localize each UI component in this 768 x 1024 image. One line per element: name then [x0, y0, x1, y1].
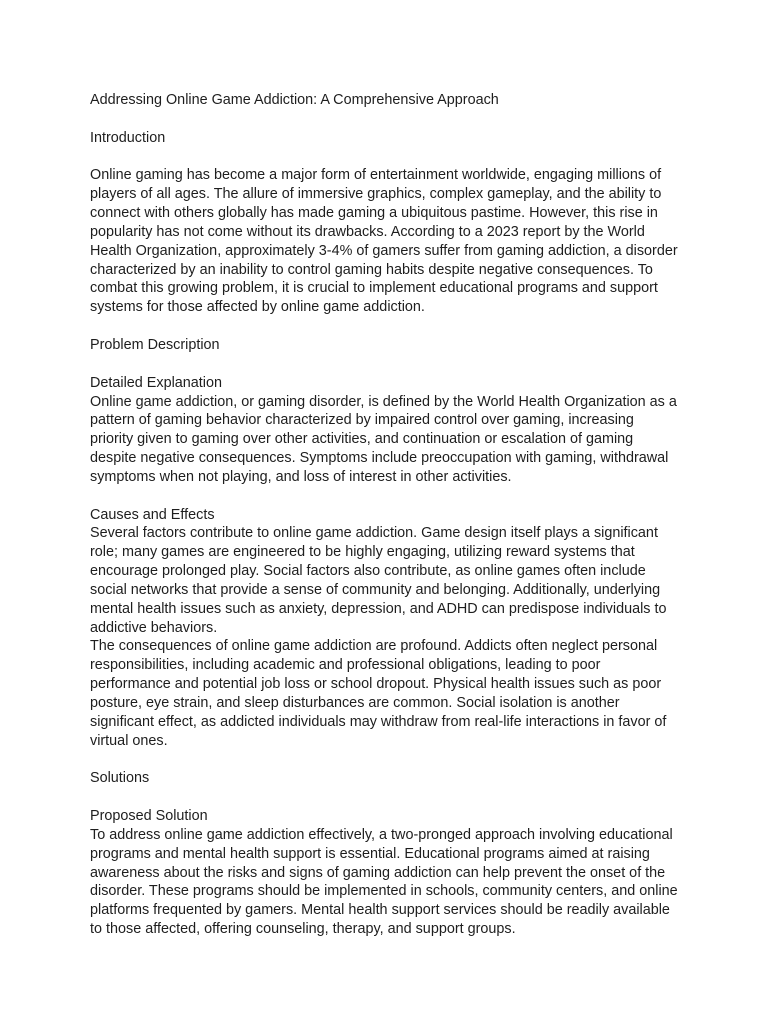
spacer	[90, 317, 680, 336]
proposed-solution-subheading: Proposed Solution	[90, 808, 208, 825]
introduction-paragraph: Online gaming has become a major form of entertainment worldwide, engaging millions of players of all ages. The allure of immersive graphics, complex gameplay, and the ability to connect with others globally has made gaming a ubiquitous pastime. However, this rise in popularity has not come without its drawbacks. According to a 2023 report by the World Health Organization, approximately 3-4% of gamers suffer from gaming addiction, a disorder characterized by an inability to control gaming habits despite negative consequences. To combat this growing problem, it is crucial to implement educational programs and support systems for those affected by online game addiction.	[90, 167, 678, 316]
solutions-heading: Solutions	[90, 770, 150, 787]
spacer	[90, 110, 680, 129]
detailed-explanation-paragraph: Online game addiction, or gaming disorder, is defined by the World Health Organization as a pattern of gaming behavior characterized by impaired control over gaming, increasing priority given to gaming over other activities, and continuation or escalation of gaming despite negative consequences. Symptoms include preoccupation with gaming, withdrawal symptoms when not playing, and loss of interest in other activities.	[90, 393, 677, 485]
causes-paragraph: Several factors contribute to online game addiction. Game design itself plays a significant role; many games are engineered to be highly engaging, utilizing reward systems that encourage prolonged play. Social factors also contribute, as online games often include social networks that provide a sense of community and belonging. Additionally, underlying mental health issues such as anxiety, depression, and ADHD can predispose individuals to addictive behaviors.	[90, 525, 667, 636]
effects-paragraph: The consequences of online game addiction are profound. Addicts often neglect personal responsibilities, including academic and professional obligations, leading to poor performance and potential job loss or school dropout. Physical health issues such as poor posture, eye strain, and sleep disturbances are common. Social isolation is another significant effect, as addicted individuals may withdraw from real-life interactions in favor of virtual ones.	[90, 638, 667, 749]
spacer	[90, 487, 680, 506]
spacer	[90, 355, 680, 374]
causes-effects-subheading: Causes and Effects	[90, 506, 215, 523]
spacer	[90, 788, 680, 807]
document-body	[90, 91, 680, 939]
problem-description-heading: Problem Description	[90, 336, 220, 353]
document-title: Addressing Online Game Addiction: A Comprehensive Approach	[90, 92, 499, 108]
detailed-explanation-subheading: Detailed Explanation	[90, 374, 223, 391]
spacer	[90, 148, 680, 167]
proposed-solution-paragraph: To address online game addiction effectively, a two-pronged approach involving educational programs and mental health support is essential. Educational programs aimed at raising awareness about the risks and signs of gaming addiction can help prevent the onset of the disorder. These programs should be implemented in schools, community centers, and online platforms frequented by gamers. Mental health support services should be readily available to those affected, offering counseling, therapy, and support groups.	[90, 826, 678, 938]
introduction-heading: Introduction	[90, 129, 166, 146]
spacer	[90, 751, 680, 770]
